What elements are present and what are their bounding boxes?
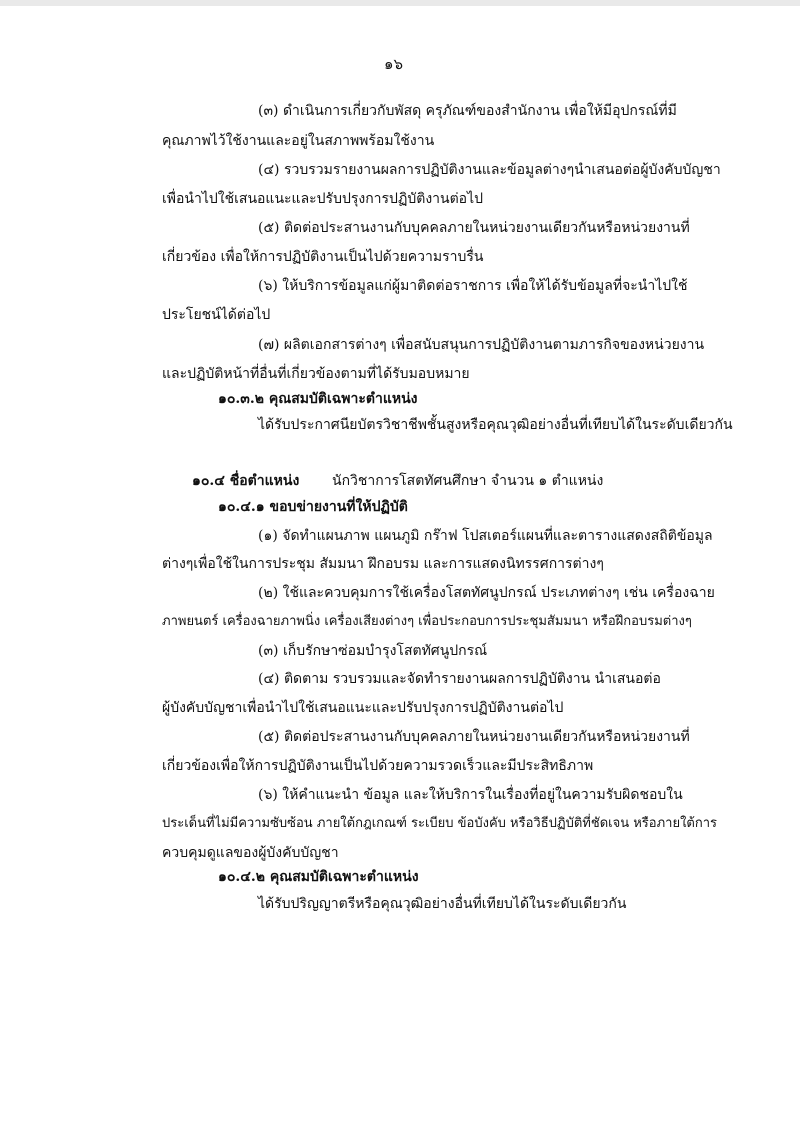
section-heading: ๑๐.๔.๑ ขอบข่ายงานที่ให้ปฏิบัติ [218,499,408,515]
text-line: (๕) ติดต่อประสานงานกับบุคคลภายในหน่วยงานเดียวกันหรือหน่วยงานที่ [258,220,690,236]
text-line: ต่างๆเพื่อใช้ในการประชุม สัมมนา ฝึกอบรม และการแสดงนิทรรศการต่างๆ [162,556,604,572]
text-line: (๓) เก็บรักษาซ่อมบำรุงโสตทัศนูปกรณ์ [258,643,488,659]
text-line: คุณภาพไว้ใช้งานและอยู่ในสภาพพร้อมใช้งาน [162,133,435,149]
text-line: (๖) ให้คำแนะนำ ข้อมูล และให้บริการในเรื่องที่อยู่ในความรับผิดชอบใน [258,787,683,803]
text-line: ควบคุมดูแลของผู้บังคับบัญชา [162,845,339,861]
text-line: ได้รับปริญญาตรีหรือคุณวุฒิอย่างอื่นที่เทียบได้ในระดับเดียวกัน [258,896,627,912]
text-line: (๕) ติดต่อประสานงานกับบุคคลภายในหน่วยงานเดียวกันหรือหน่วยงานที่ [258,729,690,745]
text-line: เพื่อนำไปใช้เสนอแนะและปรับปรุงการปฏิบัติงานต่อไป [162,191,484,207]
text-line: ได้รับประกาศนียบัตรวิชาชีพชั้นสูงหรือคุณวุฒิอย่างอื่นที่เทียบได้ในระดับเดียวกัน [258,417,733,433]
text-line: ผู้บังคับบัญชาเพื่อนำไปใช้เสนอแนะและปรับปรุงการปฏิบัติงานต่อไป [162,700,564,716]
text-line: (๒) ใช้และควบคุมการใช้เครื่องโสตทัศนูปกรณ์ ประเภทต่างๆ เช่น เครื่องฉาย [258,585,715,601]
text-line: (๔) รวบรวมรายงานผลการปฏิบัติงานและข้อมูลต่างๆนำเสนอต่อผู้บังคับบัญชา [258,162,721,178]
section-heading: ๑๐.๓.๒ คุณสมบัติเฉพาะตำแหน่ง [218,391,418,407]
text-line: (๔) ติดตาม รวบรวมและจัดทำรายงานผลการปฏิบัติงาน นำเสนอต่อ [258,671,661,687]
text-line: (๗) ผลิตเอกสารต่างๆ เพื่อสนับสนุนการปฏิบัติงานตามภารกิจของหน่วยงาน [258,337,705,353]
position-title: นักวิชาการโสตทัศนศึกษา จำนวน ๑ ตำแหน่ง [332,473,604,489]
text-line: ประเด็นที่ไม่มีความซับซ้อน ภายใต้กฎเกณฑ์ ระเบียบ ข้อบังคับ หรือวิธีปฏิบัติที่ชัดเจน หรือภายใต้การ [162,816,718,831]
page-number: ๑๖ [384,55,404,73]
text-line: และปฏิบัติหน้าที่อื่นที่เกี่ยวข้องตามที่ได้รับมอบหมาย [162,366,470,382]
position-heading: ๑๐.๔ ชื่อตำแหน่ง [192,473,300,489]
text-line: ภาพยนตร์ เครื่องฉายภาพนิ่ง เครื่องเสียงต่างๆ เพื่อประกอบการประชุมสัมมนา หรือฝึกอบรมต่างๆ [162,614,692,629]
section-heading: ๑๐.๔.๒ คุณสมบัติเฉพาะตำแหน่ง [218,869,419,885]
text-line: (๖) ให้บริการข้อมูลแก่ผู้มาติดต่อราชการ เพื่อให้ได้รับข้อมูลที่จะนำไปใช้ [258,278,688,294]
text-line: เกี่ยวข้องเพื่อให้การปฏิบัติงานเป็นไปด้วยความรวดเร็วและมีประสิทธิภาพ [162,758,594,774]
text-line: (๑) จัดทำแผนภาพ แผนภูมิ กร๊าฟ โปสเตอร์แผนที่และตารางแสดงสถิติข้อมูล [258,528,713,544]
text-line: ประโยชน์ได้ต่อไป [162,307,271,323]
text-line: (๓) ดำเนินการเกี่ยวกับพัสดุ ครุภัณฑ์ของสำนักงาน เพื่อให้มีอุปกรณ์ที่มี [258,103,677,119]
text-line: เกี่ยวข้อง เพื่อให้การปฏิบัติงานเป็นไปด้วยความราบรื่น [162,249,484,265]
